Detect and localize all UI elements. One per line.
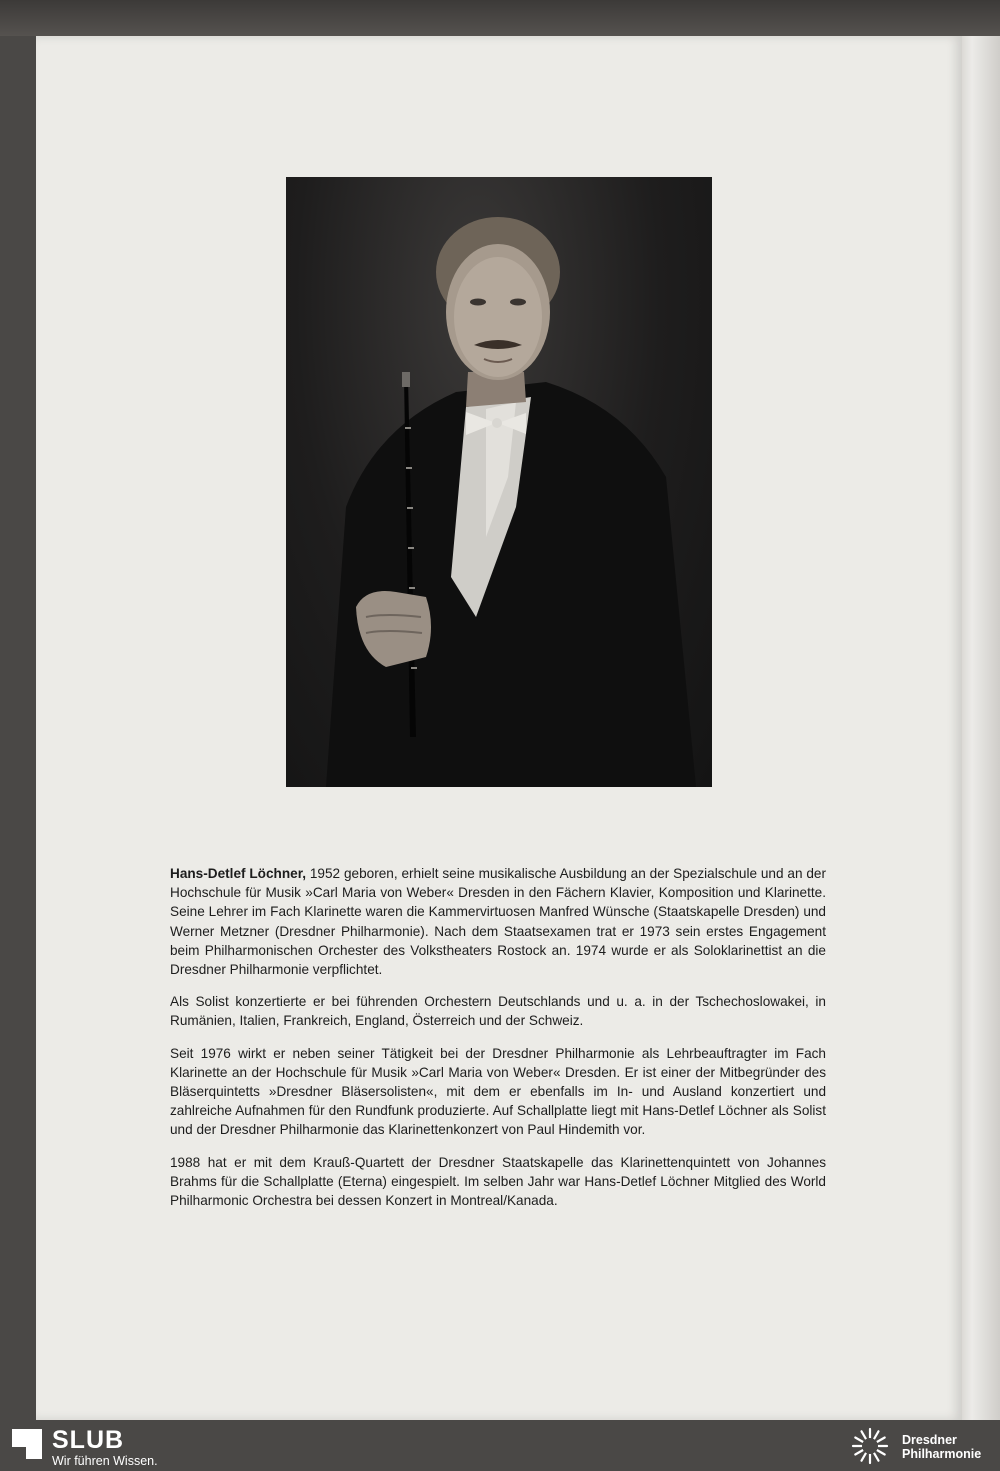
performer-name: Hans-Detlef Löchner, <box>170 866 307 881</box>
biography-paragraph-1 <box>170 864 826 979</box>
footer-bar <box>0 1420 1000 1471</box>
philharmonie-line-2: Philharmonie <box>902 1447 982 1461</box>
biography-paragraph-3: Seit 1976 wirkt er neben seiner Tätigkeit bei der Dresdner Philharmonie als Lehrbeauftragter im Fach Klarinette an der Hochschule für Musik »Carl Maria von Weber« Dresden. Er ist einer der Mitbegründer des Bläserquintetts »Dresdner Bläsersolisten«, mit dem er ebenfalls im In- und Ausland konzertiert und zahlreiche Aufnahmen für den Rundfunk produzierte. Auf Schallplatte liegt mit Hans-Detlef Löchner als Solist und der Dresdner Philharmonie das Klarinettenkonzert von Paul Hindemith vor. <box>170 1045 826 1138</box>
next-page-edge <box>960 36 1000 1420</box>
biography-paragraph-4: 1988 hat er mit dem Krauß-Quartett der Dresdner Staatskapelle das Klarinettenquintett von Johannes Brahms für die Schallplatte (Eterna) eingespielt. Im selben Jahr war Hans-Detlef Löchner Mitglied des World Philharmonic Orchestra bei dessen Konzert in Montreal/Kanada. <box>170 1154 826 1209</box>
biography-text <box>170 864 826 1223</box>
scan-top-border <box>0 0 1000 36</box>
portrait-photo <box>286 177 712 787</box>
biography-paragraph-2: Als Solist konzertierte er bei führenden Orchestern Deutschlands und u. a. in der Tschechoslowakei, in Rumänien, Italien, Frankreich, England, Österreich und der Schweiz. <box>170 994 826 1029</box>
biography-intro: 1952 geboren, erhielt seine musikalische Ausbildung an der Spezialschule und an der Hochschule für Musik »Carl Maria von Weber« Dresden in den Fächern Klavier, Komposition und Klarinette. Seine Lehrer im Fach Klarinette waren die Kammervirtuosen Manfred Wünsche (Staatskapelle Dresden) und Werner Metzner (Dresdner Philharmonie). Nach dem Staatsexamen trat er 1973 sein erstes Engagement beim Philharmonischen Orchester des Volkstheaters Rostock an. 1974 wurde er als Soloklarinettist an die Dresdner Philharmonie verpflichtet. <box>170 866 826 978</box>
philharmonie-logo-icon[interactable] <box>846 1426 894 1466</box>
portrait-illustration <box>286 177 712 787</box>
slub-logo-icon[interactable] <box>12 1429 42 1459</box>
document-page <box>36 36 962 1420</box>
slub-subtitle: Wir führen Wissen. <box>52 1454 158 1468</box>
philharmonie-wordmark[interactable] <box>902 1433 981 1461</box>
philharmonie-line-1: Dresdner <box>902 1433 957 1447</box>
slub-title[interactable]: SLUB <box>52 1426 125 1454</box>
